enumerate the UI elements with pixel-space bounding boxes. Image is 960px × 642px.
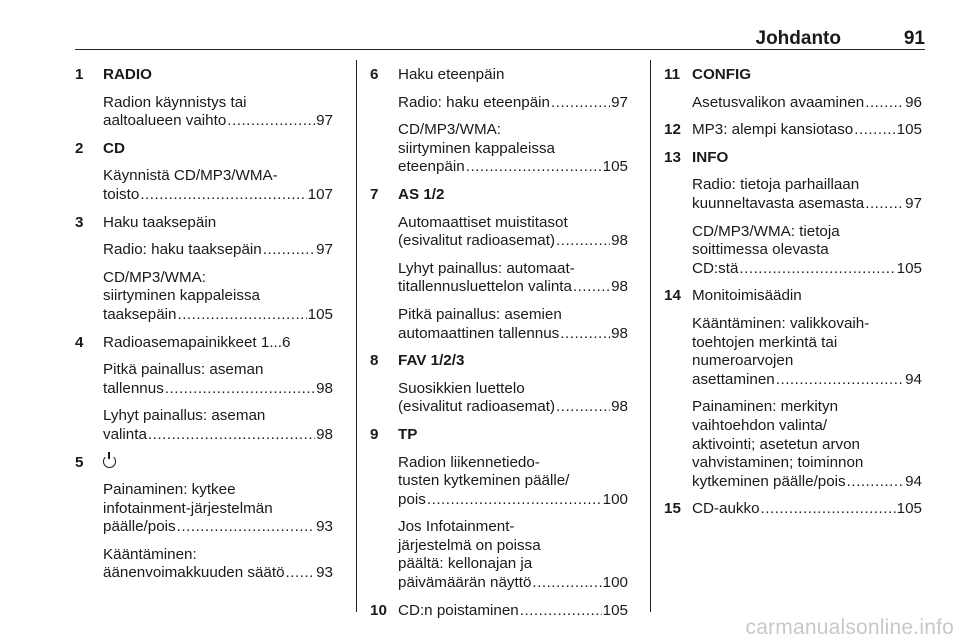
leader-line xyxy=(398,398,628,417)
item-number: 10 xyxy=(370,601,387,619)
leader-line xyxy=(398,232,628,251)
entry-text: asettaminen xyxy=(692,370,775,388)
item-number: 1 xyxy=(75,66,84,83)
item-number: 8 xyxy=(370,352,379,370)
dot-leader xyxy=(140,186,306,205)
description-line: vahvistaminen; toiminnon xyxy=(692,454,864,472)
leader-line xyxy=(692,473,922,492)
page-title: Johdanto xyxy=(755,28,841,49)
item-description xyxy=(103,241,333,260)
leader-line xyxy=(103,518,333,537)
item-description xyxy=(103,269,333,325)
power-icon xyxy=(103,455,116,468)
item-heading xyxy=(103,454,333,473)
entry-text: (esivalitut radioasemat) xyxy=(398,398,555,416)
item-heading: CD xyxy=(103,139,125,157)
entry-text: (esivalitut radioasemat) xyxy=(398,232,555,250)
legend-item xyxy=(664,66,922,112)
page-reference: 98 xyxy=(611,232,628,250)
item-number: 3 xyxy=(75,213,84,231)
item-description xyxy=(103,481,333,537)
entry-text: toisto xyxy=(103,185,140,203)
item-description xyxy=(103,167,333,204)
item-heading: CONFIG xyxy=(692,66,752,83)
legend-item xyxy=(75,66,333,131)
entry-text: kuunneltavasta asemasta xyxy=(692,194,865,212)
description-line: CD/MP3/WMA: tietoja xyxy=(692,222,840,240)
item-number: 13 xyxy=(664,148,681,166)
dot-leader xyxy=(573,278,610,297)
page-reference: 93 xyxy=(316,564,333,582)
page-reference: 96 xyxy=(905,93,922,111)
description-line: Lyhyt painallus: aseman xyxy=(103,407,266,425)
description-line: Jos Infotainment- xyxy=(398,518,515,536)
leader-line xyxy=(103,564,333,583)
item-heading: INFO xyxy=(692,148,729,166)
page-header xyxy=(75,26,925,50)
dot-leader xyxy=(865,94,904,113)
item-description xyxy=(692,176,922,213)
description-line: tusten kytkeminen päälle/ xyxy=(398,472,570,490)
header-rule xyxy=(75,49,925,50)
entry-text: Radio: haku eteenpäin xyxy=(398,93,550,111)
item-description xyxy=(692,315,922,389)
page-reference: 98 xyxy=(611,324,628,342)
item-description xyxy=(103,407,333,444)
entry-text: valinta xyxy=(103,425,147,443)
dot-leader xyxy=(761,500,896,519)
legend-item xyxy=(664,500,922,519)
page-reference: 100 xyxy=(602,574,628,592)
description-line: Pitkä painallus: aseman xyxy=(103,361,264,379)
leader-line xyxy=(398,574,628,593)
item-description xyxy=(692,223,922,279)
page-reference: 105 xyxy=(896,500,922,518)
item-description xyxy=(692,398,922,491)
description-line: Käynnistä CD/MP3/WMA- xyxy=(103,167,278,185)
item-description xyxy=(103,546,333,583)
leader-line xyxy=(398,491,628,510)
item-description xyxy=(398,306,628,343)
column-2 xyxy=(370,66,628,620)
entry-text: automaattinen tallennus xyxy=(398,324,560,342)
item-heading: AS 1/2 xyxy=(398,185,445,203)
description-line: Lyhyt painallus: automaat- xyxy=(398,259,575,277)
description-line: Painaminen: kytkee xyxy=(103,481,236,499)
leader-line xyxy=(398,602,628,621)
page-reference: 107 xyxy=(307,185,333,203)
item-heading: FAV 1/2/3 xyxy=(398,352,465,370)
watermark: carmanualsonline.info xyxy=(745,616,954,639)
entry-text: Radio: haku taaksepäin xyxy=(103,241,262,259)
leader-line xyxy=(398,158,628,177)
item-number: 6 xyxy=(370,66,379,83)
description-line: järjestelmä on poissa xyxy=(398,536,541,554)
entry-text: päivämäärän näyttö xyxy=(398,574,532,592)
item-heading: Monitoimisäädin xyxy=(692,287,802,305)
legend-item xyxy=(664,287,922,491)
legend-item xyxy=(75,214,333,325)
leader-line xyxy=(398,94,628,113)
description-line: Kääntäminen: xyxy=(103,545,197,563)
item-heading: RADIO xyxy=(103,66,152,83)
item-description xyxy=(398,260,628,297)
leader-line xyxy=(692,94,922,113)
page-reference: 98 xyxy=(316,425,333,443)
entry-text: Asetusvalikon avaaminen xyxy=(692,93,865,111)
page-reference: 105 xyxy=(602,158,628,176)
entry-text: eteenpäin xyxy=(398,158,465,176)
description-line: infotainment-järjestelmän xyxy=(103,499,273,517)
entry-text: CD-aukko xyxy=(692,500,760,518)
entry-text: CD:n poistaminen xyxy=(398,601,519,619)
page-number: 91 xyxy=(903,28,925,49)
item-number: 12 xyxy=(664,121,681,139)
page-reference: 93 xyxy=(316,518,333,536)
page-reference: 97 xyxy=(316,112,333,130)
legend-item xyxy=(370,186,628,343)
item-description xyxy=(103,361,333,398)
dot-leader xyxy=(739,260,895,279)
item-description xyxy=(398,94,628,113)
legend-item xyxy=(370,426,628,593)
page-reference: 98 xyxy=(316,379,333,397)
dot-leader xyxy=(227,112,315,131)
dot-leader xyxy=(556,232,610,251)
leader-line xyxy=(692,371,922,390)
leader-line xyxy=(103,241,333,260)
entry-text: päälle/pois xyxy=(103,518,176,536)
dot-leader xyxy=(551,94,610,113)
description-line: Suosikkien luettelo xyxy=(398,379,525,397)
legend-item xyxy=(370,352,628,417)
page-reference: 105 xyxy=(896,121,922,139)
description-line: Painaminen: merkityn xyxy=(692,398,839,416)
dot-leader xyxy=(177,306,306,325)
dot-leader xyxy=(165,380,315,399)
legend-item xyxy=(370,602,628,621)
item-number: 9 xyxy=(370,425,379,443)
column-1 xyxy=(75,66,333,583)
dot-leader xyxy=(286,564,316,583)
dot-leader xyxy=(148,426,315,445)
description-line: päältä: kellonajan ja xyxy=(398,555,533,573)
item-description xyxy=(103,94,333,131)
entry-text: kytkeminen päälle/pois xyxy=(692,472,846,490)
leader-line xyxy=(103,426,333,445)
page-reference: 97 xyxy=(611,93,628,111)
leader-line xyxy=(398,278,628,297)
leader-line xyxy=(692,260,922,279)
entry-text: aaltoalueen vaihto xyxy=(103,112,227,130)
page-reference: 100 xyxy=(602,490,628,508)
page-reference: 105 xyxy=(896,259,922,277)
item-heading: Haku eteenpäin xyxy=(398,66,505,83)
legend-item xyxy=(75,140,333,205)
entry-text: CD:stä xyxy=(692,259,739,277)
description-line: numeroarvojen xyxy=(692,352,794,370)
column-divider xyxy=(650,60,651,612)
description-line: CD/MP3/WMA: xyxy=(103,268,206,286)
legend-item xyxy=(75,454,333,584)
description-line: Radio: tietoja parhaillaan xyxy=(692,176,860,194)
item-description xyxy=(398,454,628,510)
item-description xyxy=(398,214,628,251)
leader-line xyxy=(103,306,333,325)
column-3 xyxy=(664,66,922,519)
item-description xyxy=(398,518,628,592)
page-reference: 98 xyxy=(611,398,628,416)
leader-line xyxy=(103,112,333,131)
entry-text: äänenvoimakkuuden säätö xyxy=(103,564,285,582)
description-line: aktivointi; asetetun arvon xyxy=(692,435,861,453)
dot-leader xyxy=(177,518,315,537)
dot-leader xyxy=(520,602,602,621)
page-reference: 98 xyxy=(611,278,628,296)
page-reference: 97 xyxy=(905,194,922,212)
page-reference: 94 xyxy=(905,370,922,388)
description-line: Pitkä painallus: asemien xyxy=(398,305,562,323)
page-reference: 97 xyxy=(316,241,333,259)
entry-text: titallennusluettelon valinta xyxy=(398,278,572,296)
dot-leader xyxy=(263,241,315,260)
description-line: CD/MP3/WMA: xyxy=(398,121,501,139)
dot-leader xyxy=(532,574,601,593)
item-number: 7 xyxy=(370,185,379,203)
dot-leader xyxy=(865,195,904,214)
legend-item xyxy=(370,66,628,177)
leader-line xyxy=(692,500,922,519)
description-line: siirtyminen kappaleissa xyxy=(398,139,556,157)
leader-line xyxy=(398,325,628,344)
dot-leader xyxy=(466,158,602,177)
dot-leader xyxy=(847,473,904,492)
item-number: 5 xyxy=(75,453,84,471)
dot-leader xyxy=(556,398,610,417)
leader-line xyxy=(103,186,333,205)
item-description xyxy=(398,121,628,177)
description-line: Radion käynnistys tai xyxy=(103,93,247,111)
legend-item xyxy=(75,334,333,445)
description-line: Radion liikennetiedo- xyxy=(398,453,540,471)
item-number: 15 xyxy=(664,500,681,518)
leader-line xyxy=(692,195,922,214)
entry-text: pois xyxy=(398,490,426,508)
dot-leader xyxy=(560,325,610,344)
item-number: 14 xyxy=(664,287,681,305)
dot-leader xyxy=(427,491,602,510)
item-number: 4 xyxy=(75,333,84,351)
description-line: siirtyminen kappaleissa xyxy=(103,287,261,305)
item-heading: Radioasemapainikkeet 1...6 xyxy=(103,333,291,351)
entry-text: taaksepäin xyxy=(103,305,177,323)
description-line: vaihtoehdon valinta/ xyxy=(692,416,828,434)
legend-item xyxy=(664,149,922,279)
entry-text: tallennus xyxy=(103,379,164,397)
dot-leader xyxy=(776,371,904,390)
description-line: Automaattiset muistitasot xyxy=(398,213,568,231)
leader-line xyxy=(692,121,922,140)
entry-text: MP3: alempi kansiotaso xyxy=(692,121,854,139)
page-reference: 105 xyxy=(602,601,628,619)
description-line: soittimessa olevasta xyxy=(692,241,829,259)
legend-item xyxy=(664,121,922,140)
leader-line xyxy=(103,380,333,399)
dot-leader xyxy=(854,121,895,140)
item-number: 11 xyxy=(664,66,681,83)
page-reference: 105 xyxy=(307,305,333,323)
description-line: toehtojen merkintä tai xyxy=(692,333,838,351)
page-reference: 94 xyxy=(905,472,922,490)
column-divider xyxy=(356,60,357,612)
item-description xyxy=(398,380,628,417)
item-heading: Haku taaksepäin xyxy=(103,213,217,231)
item-description xyxy=(692,94,922,113)
item-heading: TP xyxy=(398,425,418,443)
description-line: Kääntäminen: valikkovaih- xyxy=(692,314,870,332)
item-number: 2 xyxy=(75,139,84,157)
